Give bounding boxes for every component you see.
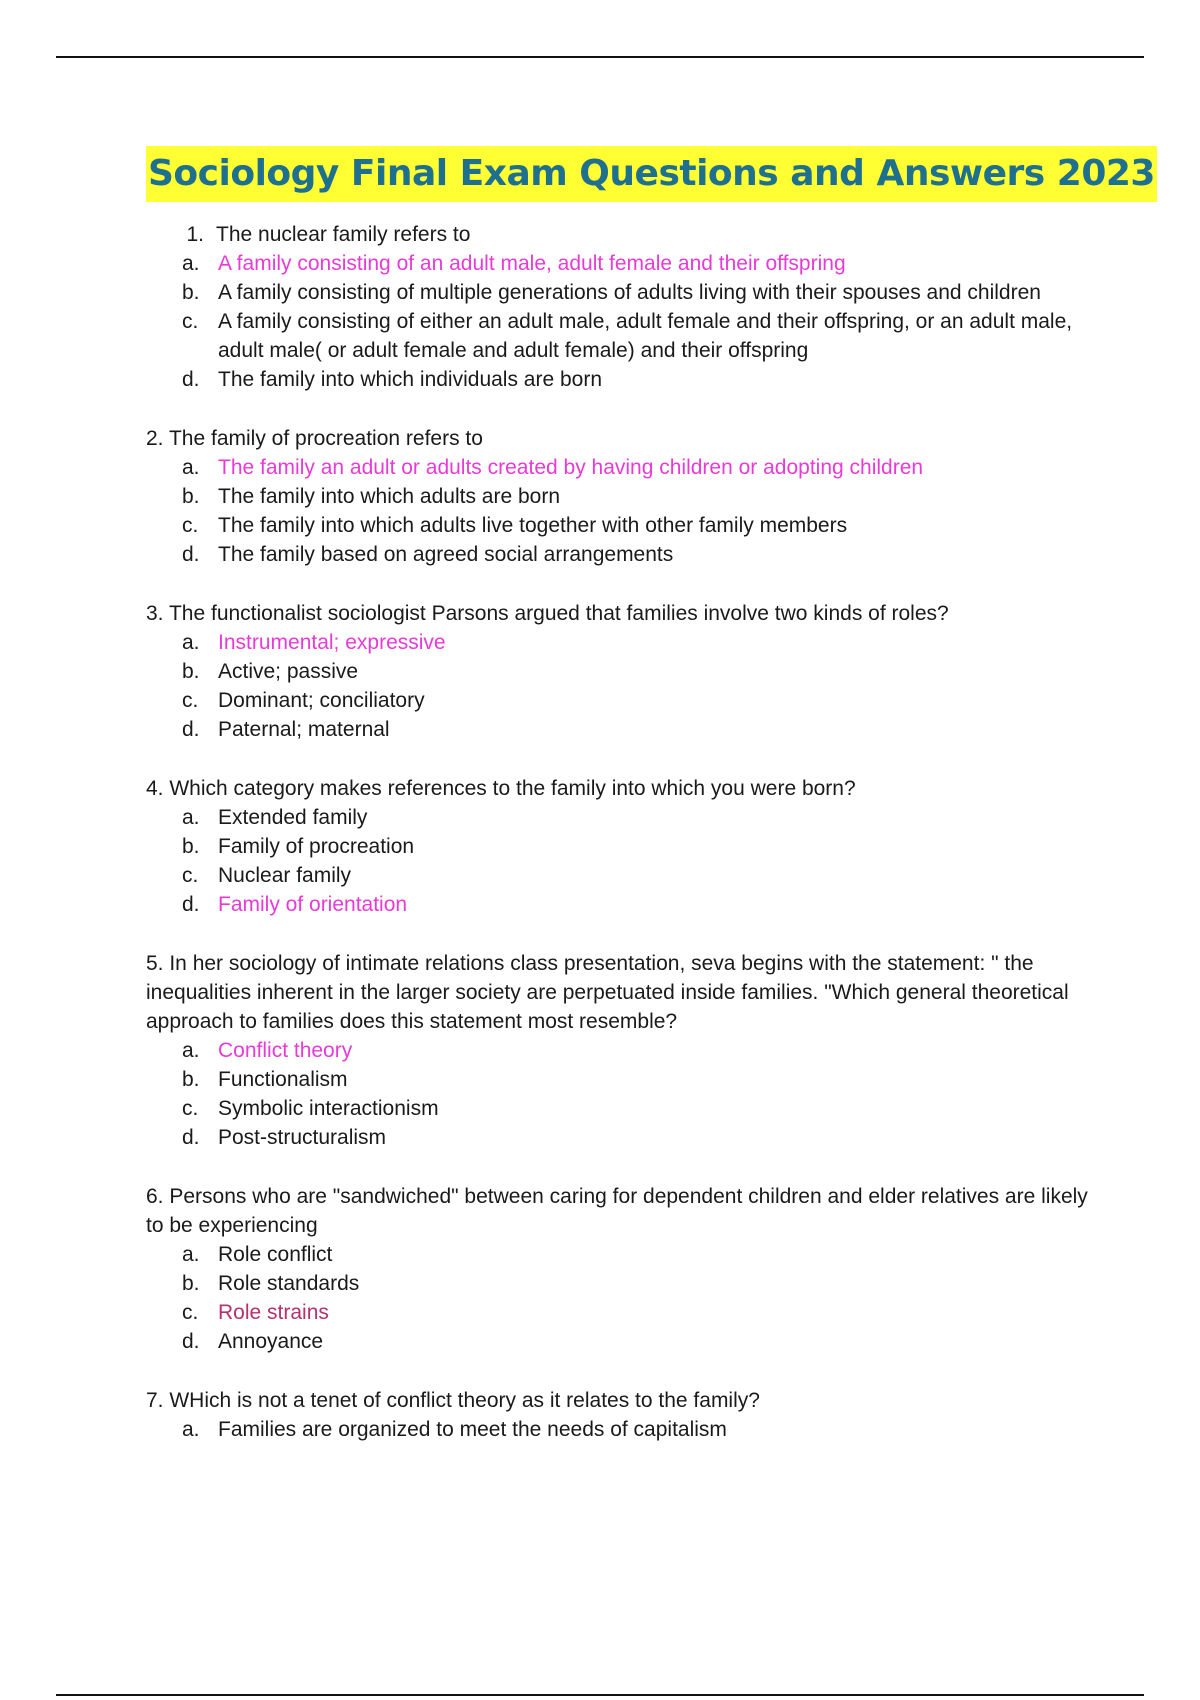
question-number: 1. <box>186 223 204 246</box>
question-text: 6. Persons who are "sandwiched" between caring for dependent children and elder relatives are likely to be experiencing <box>146 1185 1088 1237</box>
question-text: 7. WHich is not a tenet of conflict theory as it relates to the family? <box>146 1389 760 1412</box>
option-d: d. The family based on agreed social arrangements <box>146 540 1096 569</box>
option-list <box>146 628 1096 744</box>
option-text: Role conflict <box>218 1243 333 1266</box>
document-body <box>146 146 1155 1474</box>
option-text: The family based on agreed social arrangements <box>218 543 674 566</box>
option-text: A family consisting of an adult male, adult female and their offspring <box>218 252 846 275</box>
question-5 <box>146 949 1096 1152</box>
question-text: 5. In her sociology of intimate relations class presentation, seva begins with the statement: " the inequalities inherent in the larger society are perpetuated inside families. "Which general theoretical approach to families does this statement most resemble? <box>146 952 1069 1033</box>
question-4 <box>146 774 1096 919</box>
option-text: Extended family <box>218 806 368 829</box>
document-title: Sociology Final Exam Questions and Answers 2023 <box>146 146 1157 202</box>
option-c: c. Nuclear family <box>146 861 1096 890</box>
question-text: 2. The family of procreation refers to <box>146 427 483 450</box>
option-list <box>146 453 1096 569</box>
header-rule <box>56 56 1144 58</box>
option-text: Dominant; conciliatory <box>218 689 425 712</box>
option-a: a. Role conflict <box>146 1240 1096 1269</box>
question-3 <box>146 599 1096 744</box>
option-text: The family into which adults are born <box>218 485 560 508</box>
option-b: b. Family of procreation <box>146 832 1096 861</box>
question-6 <box>146 1182 1096 1356</box>
question-text: 3. The functionalist sociologist Parsons argued that families involve two kinds of roles? <box>146 602 949 625</box>
option-b: b. Role standards <box>146 1269 1096 1298</box>
option-d: d. Annoyance <box>146 1327 1096 1356</box>
option-a: a. Families are organized to meet the needs of capitalism <box>146 1415 1096 1444</box>
option-a: a. Conflict theory <box>146 1036 1096 1065</box>
option-text: Annoyance <box>218 1330 324 1353</box>
option-c: c. The family into which adults live together with other family members <box>146 511 1096 540</box>
question-2 <box>146 424 1096 569</box>
option-list <box>146 1415 1096 1444</box>
option-a: a. Extended family <box>146 803 1096 832</box>
option-text: Conflict theory <box>218 1039 353 1062</box>
option-text: Active; passive <box>218 660 359 683</box>
option-text: A family consisting of either an adult male, adult female and their offspring, or an adult male, adult male( or adult female and adult female) and their offspring <box>218 310 1073 362</box>
option-text: Symbolic interactionism <box>218 1097 439 1120</box>
option-c: c. Role strains <box>146 1298 1096 1327</box>
option-text: Families are organized to meet the needs of capitalism <box>218 1418 727 1441</box>
option-a: a. The family an adult or adults created by having children or adopting children <box>146 453 1096 482</box>
question-1 <box>146 220 1096 394</box>
option-text: Role strains <box>218 1301 329 1324</box>
option-d: d. The family into which individuals are born <box>146 365 1096 394</box>
option-text: Family of procreation <box>218 835 415 858</box>
option-text: Functionalism <box>218 1068 348 1091</box>
option-list <box>146 1036 1096 1152</box>
option-c: c. A family consisting of either an adult male, adult female and their offspring, or an adult male, adult male( or adult female and adult female) and their offspring <box>146 307 1096 365</box>
option-b: b. A family consisting of multiple generations of adults living with their spouses and children <box>146 278 1096 307</box>
option-text: Family of orientation <box>218 893 408 916</box>
option-b: b. Active; passive <box>146 657 1096 686</box>
option-b: b. Functionalism <box>146 1065 1096 1094</box>
question-text: 4. Which category makes references to the family into which you were born? <box>146 777 856 800</box>
option-text: The family into which individuals are born <box>218 368 603 391</box>
option-list <box>146 249 1096 394</box>
option-text: Post-structuralism <box>218 1126 387 1149</box>
option-a: a. Instrumental; expressive <box>146 628 1096 657</box>
option-text: The family into which adults live together with other family members <box>218 514 848 537</box>
option-text: Paternal; maternal <box>218 718 390 741</box>
option-text: Role standards <box>218 1272 360 1295</box>
option-d: d. Family of orientation <box>146 890 1096 919</box>
option-d: d. Paternal; maternal <box>146 715 1096 744</box>
option-d: d. Post-structuralism <box>146 1123 1096 1152</box>
option-c: c. Dominant; conciliatory <box>146 686 1096 715</box>
question-7 <box>146 1386 1096 1444</box>
option-text: Nuclear family <box>218 864 352 887</box>
option-list <box>146 803 1096 919</box>
option-c: c. Symbolic interactionism <box>146 1094 1096 1123</box>
option-list <box>146 1240 1096 1356</box>
question-stem <box>146 220 1096 249</box>
option-text: The family an adult or adults created by having children or adopting children <box>218 456 924 479</box>
option-b: b. The family into which adults are born <box>146 482 1096 511</box>
option-text: Instrumental; expressive <box>218 631 446 654</box>
question-text: The nuclear family refers to <box>216 223 471 246</box>
footer-rule <box>56 1694 1144 1696</box>
option-text: A family consisting of multiple generations of adults living with their spouses and children <box>218 281 1041 304</box>
option-a: a. A family consisting of an adult male, adult female and their offspring <box>146 249 1096 278</box>
